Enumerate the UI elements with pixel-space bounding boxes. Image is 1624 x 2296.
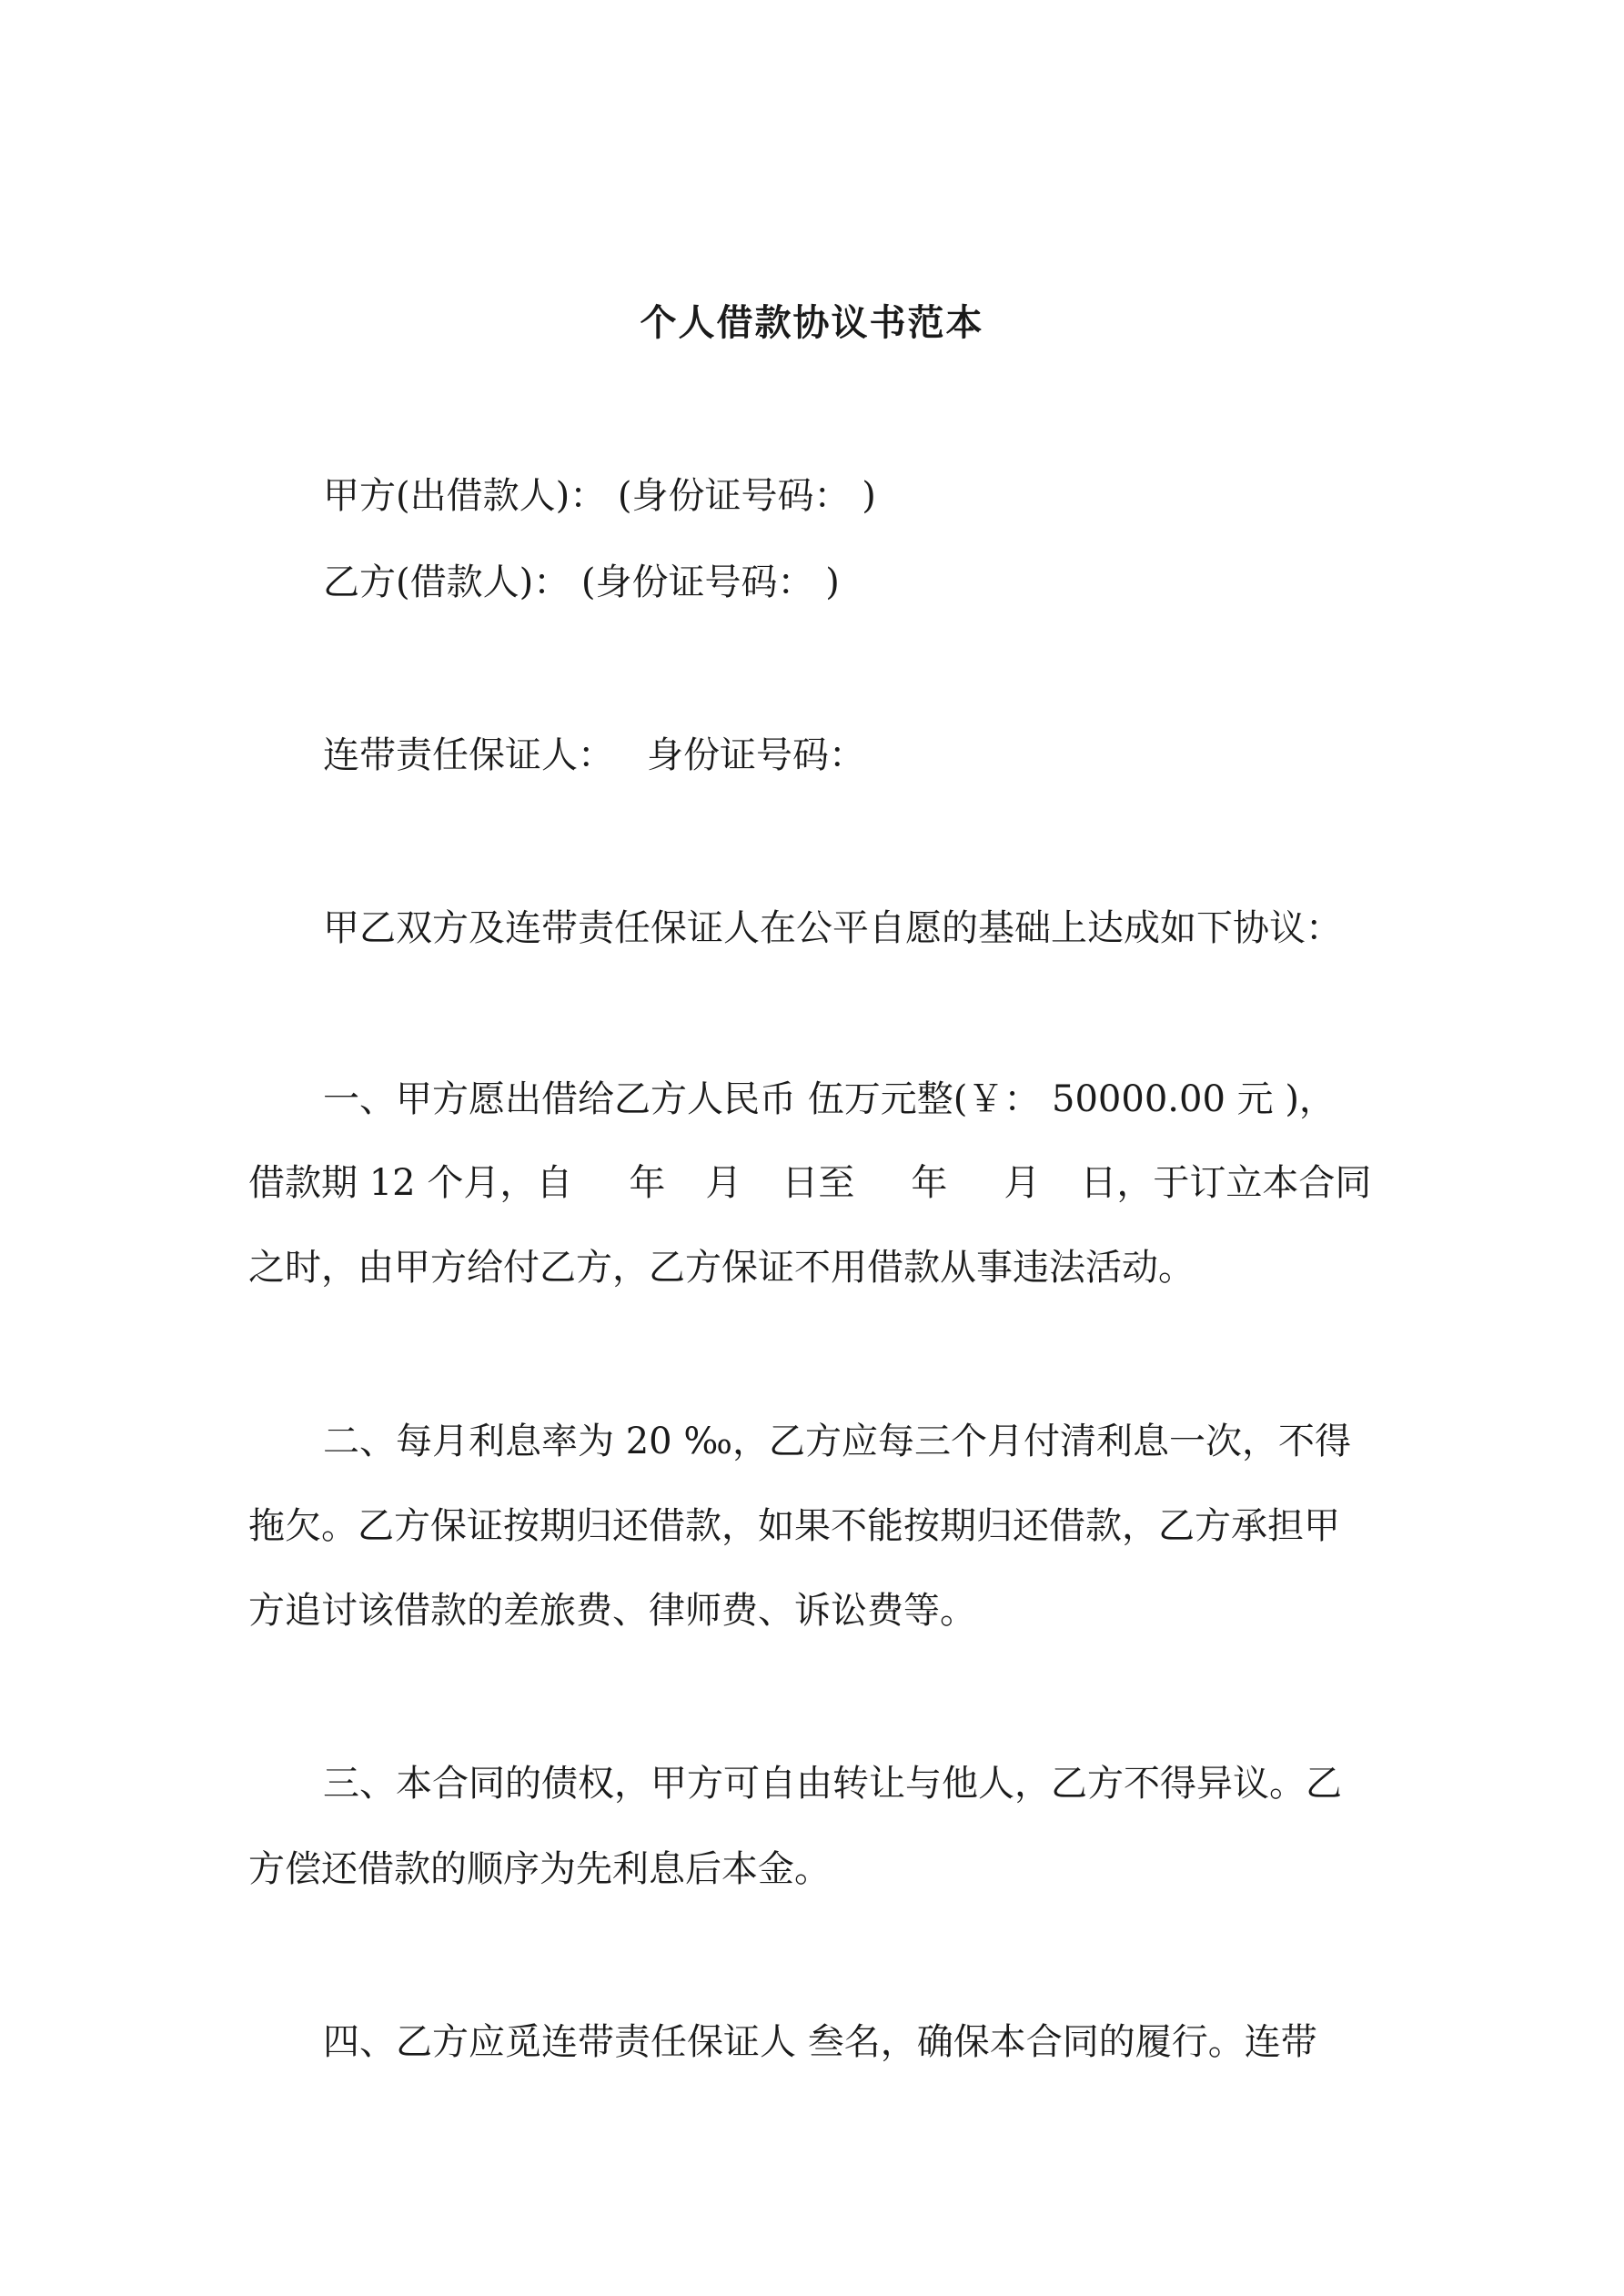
- document-title: 个人借款协议书范本: [640, 301, 984, 344]
- start-year-label: 年: [629, 1162, 666, 1204]
- party-b-line: 乙方(借款人)： (身份证号码： ): [323, 561, 840, 603]
- guarantor-label: 连带责任保证人：: [323, 734, 614, 776]
- guarantor-line: [323, 728, 1478, 783]
- clause2-line2: 拖欠。乙方保证按期归还借款，如果不能按期归还借款，乙方承担甲: [248, 1505, 1340, 1547]
- guarantor-id-label: 身份证号码：: [647, 734, 865, 776]
- party-a-line: 甲方(出借款人)： (身份证号码： ): [323, 475, 876, 517]
- clause1-line1: 一、甲方愿出借给乙方人民币 伍万元整(￥： 50000.00 元 )，: [323, 1078, 1336, 1120]
- preamble-line: 甲乙双方及连带责任保证人在公平自愿的基础上达成如下协议：: [323, 907, 1342, 949]
- clause4-line1: 四、乙方应觅连带责任保证人 叁名，确保本合同的履行。连带: [323, 2021, 1317, 2063]
- clause2-line3: 方追讨该借款的差旅费、律师费、诉讼费等。: [248, 1590, 976, 1632]
- end-day-text: 日，于订立本合同: [1080, 1162, 1372, 1204]
- start-day-label: 日至: [782, 1162, 855, 1204]
- clause3-line2: 方偿还借款的顺序为先利息后本金。: [248, 1848, 831, 1890]
- clause1-line2: [248, 1156, 1404, 1210]
- end-month-label: 月: [1004, 1162, 1041, 1204]
- clause2-line1: 二、每月利息率为 20 ‰，乙方应每三个月付清利息一次，不得: [323, 1421, 1351, 1462]
- loan-term-text: 借款期 12 个月，自: [248, 1162, 573, 1204]
- end-year-label: 年: [911, 1162, 948, 1204]
- clause3-line1: 三、本合同的债权，甲方可自由转让与他人，乙方不得异议。乙: [323, 1763, 1342, 1805]
- start-month-label: 月: [705, 1162, 742, 1204]
- clause1-line3: 之时，由甲方给付乙方，乙方保证不用借款从事违法活动。: [248, 1247, 1195, 1289]
